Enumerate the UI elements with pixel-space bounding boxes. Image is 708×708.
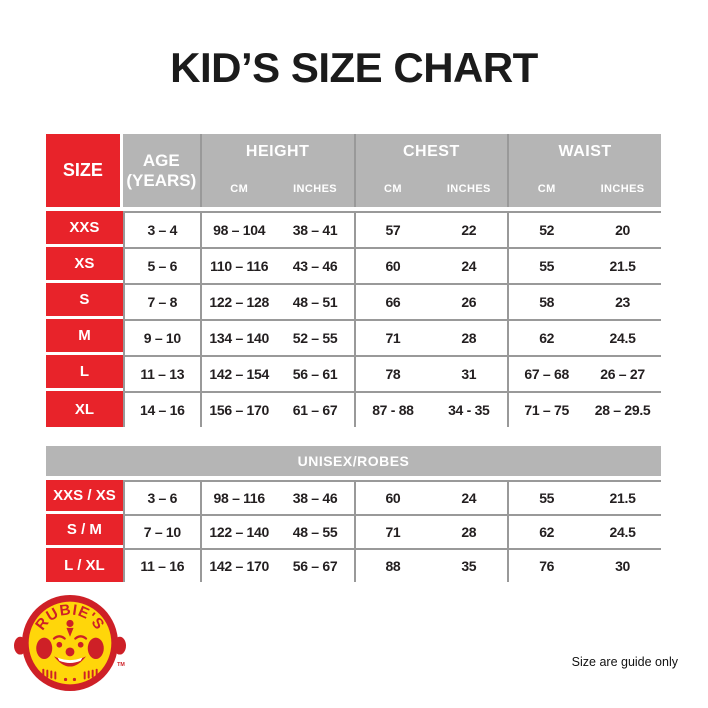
size-cell: S / M	[46, 514, 123, 545]
value-cell: 28 – 29.5	[584, 391, 661, 427]
value-cell: 55	[507, 480, 584, 514]
unisex-table-body	[46, 480, 661, 582]
value-cell: 57	[354, 211, 431, 247]
value-cell: 98 – 116	[200, 480, 277, 514]
value-cell: 7 – 10	[123, 514, 200, 548]
waist-group-header: WAIST	[507, 134, 661, 170]
value-cell: 58	[507, 283, 584, 319]
value-cell: 11 – 13	[123, 355, 200, 391]
size-guide-note: Size are guide only	[571, 655, 678, 669]
value-cell: 52	[507, 211, 584, 247]
age-column-header	[123, 134, 200, 207]
value-cell: 24.5	[584, 514, 661, 548]
size-cell: XXS	[46, 211, 123, 244]
value-cell: 71 – 75	[507, 391, 584, 427]
value-cell: 62	[507, 514, 584, 548]
chest-group-header: CHEST	[354, 134, 508, 170]
value-cell: 21.5	[584, 247, 661, 283]
value-cell: 66	[354, 283, 431, 319]
value-cell: 5 – 6	[123, 247, 200, 283]
main-table-header	[46, 134, 661, 207]
value-cell: 43 – 46	[277, 247, 354, 283]
value-cell: 88	[354, 548, 431, 582]
age-label-line1: AGE	[142, 151, 180, 171]
page-title: KID’S SIZE CHART	[170, 44, 538, 91]
value-cell: 26 – 27	[584, 355, 661, 391]
logo-tm-text: TM	[117, 662, 125, 669]
height-group-header: HEIGHT	[200, 134, 354, 170]
value-cell: 30	[584, 548, 661, 582]
value-cell: 52 – 55	[277, 319, 354, 355]
value-cell: 78	[354, 355, 431, 391]
value-cell: 122 – 128	[200, 283, 277, 319]
value-cell: 14 – 16	[123, 391, 200, 427]
value-cell: 38 – 41	[277, 211, 354, 247]
logo-brand-text: RUBIE'S	[32, 601, 108, 634]
value-cell: 31	[430, 355, 507, 391]
waist-cm-header: CM	[507, 170, 584, 207]
age-label-line2: (YEARS)	[126, 170, 197, 190]
rubies-logo	[14, 589, 126, 697]
value-cell: 61 – 67	[277, 391, 354, 427]
value-cell: 11 – 16	[123, 548, 200, 582]
unisex-robes-header: UNISEX/ROBES	[46, 446, 661, 476]
value-cell: 24	[430, 480, 507, 514]
value-cell: 48 – 55	[277, 514, 354, 548]
main-size-table	[46, 134, 661, 427]
value-cell: 22	[430, 211, 507, 247]
size-cell: L	[46, 355, 123, 388]
size-cell: XS	[46, 247, 123, 280]
value-cell: 3 – 6	[123, 480, 200, 514]
value-cell: 35	[430, 548, 507, 582]
value-cell: 24.5	[584, 319, 661, 355]
value-cell: 60	[354, 247, 431, 283]
value-cell: 156 – 170	[200, 391, 277, 427]
value-cell: 87 - 88	[354, 391, 431, 427]
size-cell: XXS / XS	[46, 480, 123, 511]
size-cell: S	[46, 283, 123, 316]
value-cell: 134 – 140	[200, 319, 277, 355]
height-inches-header: INCHES	[277, 170, 354, 207]
value-cell: 7 – 8	[123, 283, 200, 319]
size-cell: XL	[46, 391, 123, 427]
value-cell: 21.5	[584, 480, 661, 514]
value-cell: 71	[354, 514, 431, 548]
value-cell: 9 – 10	[123, 319, 200, 355]
main-table-body	[46, 211, 661, 427]
value-cell: 48 – 51	[277, 283, 354, 319]
value-cell: 122 – 140	[200, 514, 277, 548]
value-cell: 62	[507, 319, 584, 355]
value-cell: 55	[507, 247, 584, 283]
value-cell: 56 – 67	[277, 548, 354, 582]
value-cell: 110 – 116	[200, 247, 277, 283]
value-cell: 142 – 170	[200, 548, 277, 582]
chest-cm-header: CM	[354, 170, 431, 207]
size-cell: M	[46, 319, 123, 352]
value-cell: 38 – 46	[277, 480, 354, 514]
value-cell: 20	[584, 211, 661, 247]
unisex-robes-table	[46, 446, 661, 582]
value-cell: 28	[430, 514, 507, 548]
value-cell: 28	[430, 319, 507, 355]
waist-inches-header: INCHES	[584, 170, 661, 207]
value-cell: 67 – 68	[507, 355, 584, 391]
value-cell: 56 – 61	[277, 355, 354, 391]
value-cell: 23	[584, 283, 661, 319]
value-cell: 142 – 154	[200, 355, 277, 391]
value-cell: 24	[430, 247, 507, 283]
value-cell: 71	[354, 319, 431, 355]
value-cell: 60	[354, 480, 431, 514]
value-cell: 26	[430, 283, 507, 319]
value-cell: 34 - 35	[430, 391, 507, 427]
height-cm-header: CM	[200, 170, 277, 207]
chest-inches-header: INCHES	[430, 170, 507, 207]
value-cell: 3 – 4	[123, 211, 200, 247]
size-cell: L / XL	[46, 548, 123, 582]
value-cell: 98 – 104	[200, 211, 277, 247]
value-cell: 76	[507, 548, 584, 582]
size-column-header: SIZE	[46, 134, 120, 207]
